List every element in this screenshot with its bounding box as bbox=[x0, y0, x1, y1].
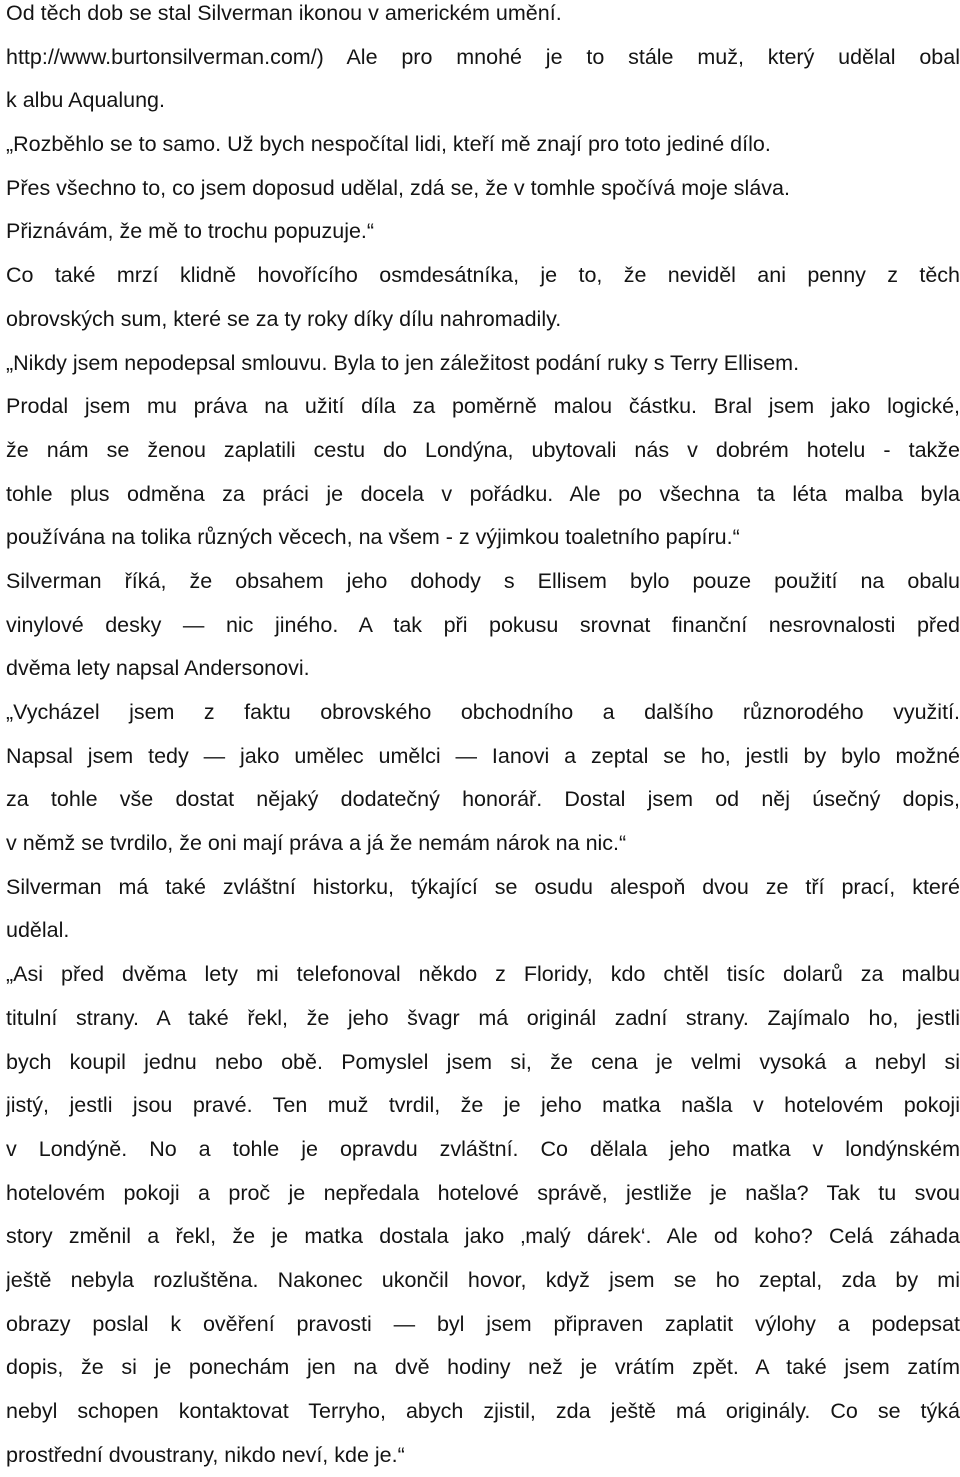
text-line: k albu Aqualung. bbox=[6, 88, 165, 113]
text-line: obrovských sum, které se za ty roky díky dílu nahromadily. bbox=[6, 306, 562, 331]
text-line: používána na tolika různých věcech, na všem - z výjimkou toaletního papíru.“ bbox=[6, 525, 740, 550]
text-line: za tohle vše dostat nějaký dodatečný honorář. Dostal jsem od něj úsečný dopis, bbox=[6, 787, 960, 812]
text-line: „Asi před dvěma lety mi telefonoval někdo z Floridy, kdo chtěl tisíc dolarů za malbu bbox=[6, 962, 960, 987]
text-line: Co také mrzí klidně hovořícího osmdesátníka, je to, že neviděl ani penny z těch bbox=[6, 263, 960, 288]
text-line: v Londýně. No a tohle je opravdu zvláštní. Co dělala jeho matka v londýnském bbox=[6, 1136, 960, 1161]
text-line: ještě nebyla rozluštěna. Nakonec ukončil hovor, když jsem se ho zeptal, zda by mi bbox=[6, 1267, 960, 1292]
text-line: dopis, že si je ponechám jen na dvě hodiny než je vrátím zpět. A také jsem zatím bbox=[6, 1355, 960, 1380]
text-line: Napsal jsem tedy — jako umělec umělci — Ianovi a zeptal se ho, jestli by bylo možné bbox=[6, 743, 960, 768]
text-line: Od těch dob se stal Silverman ikonou v americkém umění. bbox=[6, 1, 562, 25]
text-line: nebyl schopen kontaktovat Terryho, abych zjistil, zda ještě má originály. Co se týká bbox=[6, 1399, 960, 1423]
text-line: jistý, jestli jsou pravé. Ten muž tvrdil, že je jeho matka našla v hotelovém pokoji bbox=[6, 1093, 960, 1118]
text-line: tohle plus odměna za práci je docela v pořádku. Ale po všechna ta léta malba byla bbox=[6, 481, 960, 506]
text-line: že nám se ženou zaplatili cestu do Londýna, ubytovali nás v dobrém hotelu - takže bbox=[6, 437, 960, 462]
text-line: http://www.burtonsilverman.com/) Ale pro mnohé je to stále muž, který udělal obal bbox=[6, 44, 960, 69]
text-line: vinylové desky — nic jiného. A tak při pokusu srovnat finanční nesrovnalosti před bbox=[6, 612, 960, 637]
text-line: „Vycházel jsem z faktu obrovského obchodního a dalšího různorodého využití. bbox=[6, 700, 960, 724]
text-line: Prodal jsem mu práva na užití díla za poměrně malou částku. Bral jsem jako logické, bbox=[6, 394, 960, 419]
document-page bbox=[6, 0, 960, 1477]
text-line: dvěma lety napsal Andersonovi. bbox=[6, 656, 310, 681]
text-line: Přes všechno to, co jsem doposud udělal, zdá se, že v tomhle spočívá moje sláva. bbox=[6, 175, 790, 200]
text-line: v němž se tvrdilo, že oni mají práva a já že nemám nárok na nic.“ bbox=[6, 831, 627, 856]
text-line: prostřední dvoustrany, nikdo neví, kde je.“ bbox=[6, 1442, 405, 1467]
text-line: Přiznávám, že mě to trochu popuzuje.“ bbox=[6, 219, 375, 244]
text-line: Silverman má také zvláštní historku, týkající se osudu alespoň dvou ze tří prací, které bbox=[6, 874, 960, 899]
text-line: hotelovém pokoji a proč je nepředala hotelové správě, jestliže je našla? Tak tu svou bbox=[6, 1180, 960, 1205]
text-line: obrazy poslal k ověření pravosti — byl jsem připraven zaplatit výlohy a podepsat bbox=[6, 1311, 960, 1336]
text-line: „Nikdy jsem nepodepsal smlouvu. Byla to jen záležitost podání ruky s Terry Ellisem. bbox=[6, 350, 800, 375]
text-line: Silverman říká, že obsahem jeho dohody s Ellisem bylo pouze použití na obalu bbox=[6, 568, 960, 593]
text-line: bych koupil jednu nebo obě. Pomyslel jsem si, že cena je velmi vysoká a nebyl si bbox=[6, 1049, 960, 1074]
text-line: titulní strany. A také řekl, že jeho švagr má originál zadní strany. Zajímalo ho, jestli bbox=[6, 1005, 960, 1030]
text-line: story změnil a řekl, že je matka dostala jako ‚malý dárek‘. Ale od koho? Celá záhada bbox=[6, 1224, 960, 1249]
text-line: „Rozběhlo se to samo. Už bych nespočítal lidi, kteří mě znají pro toto jediné dílo. bbox=[6, 132, 771, 157]
text-line: udělal. bbox=[6, 918, 70, 943]
